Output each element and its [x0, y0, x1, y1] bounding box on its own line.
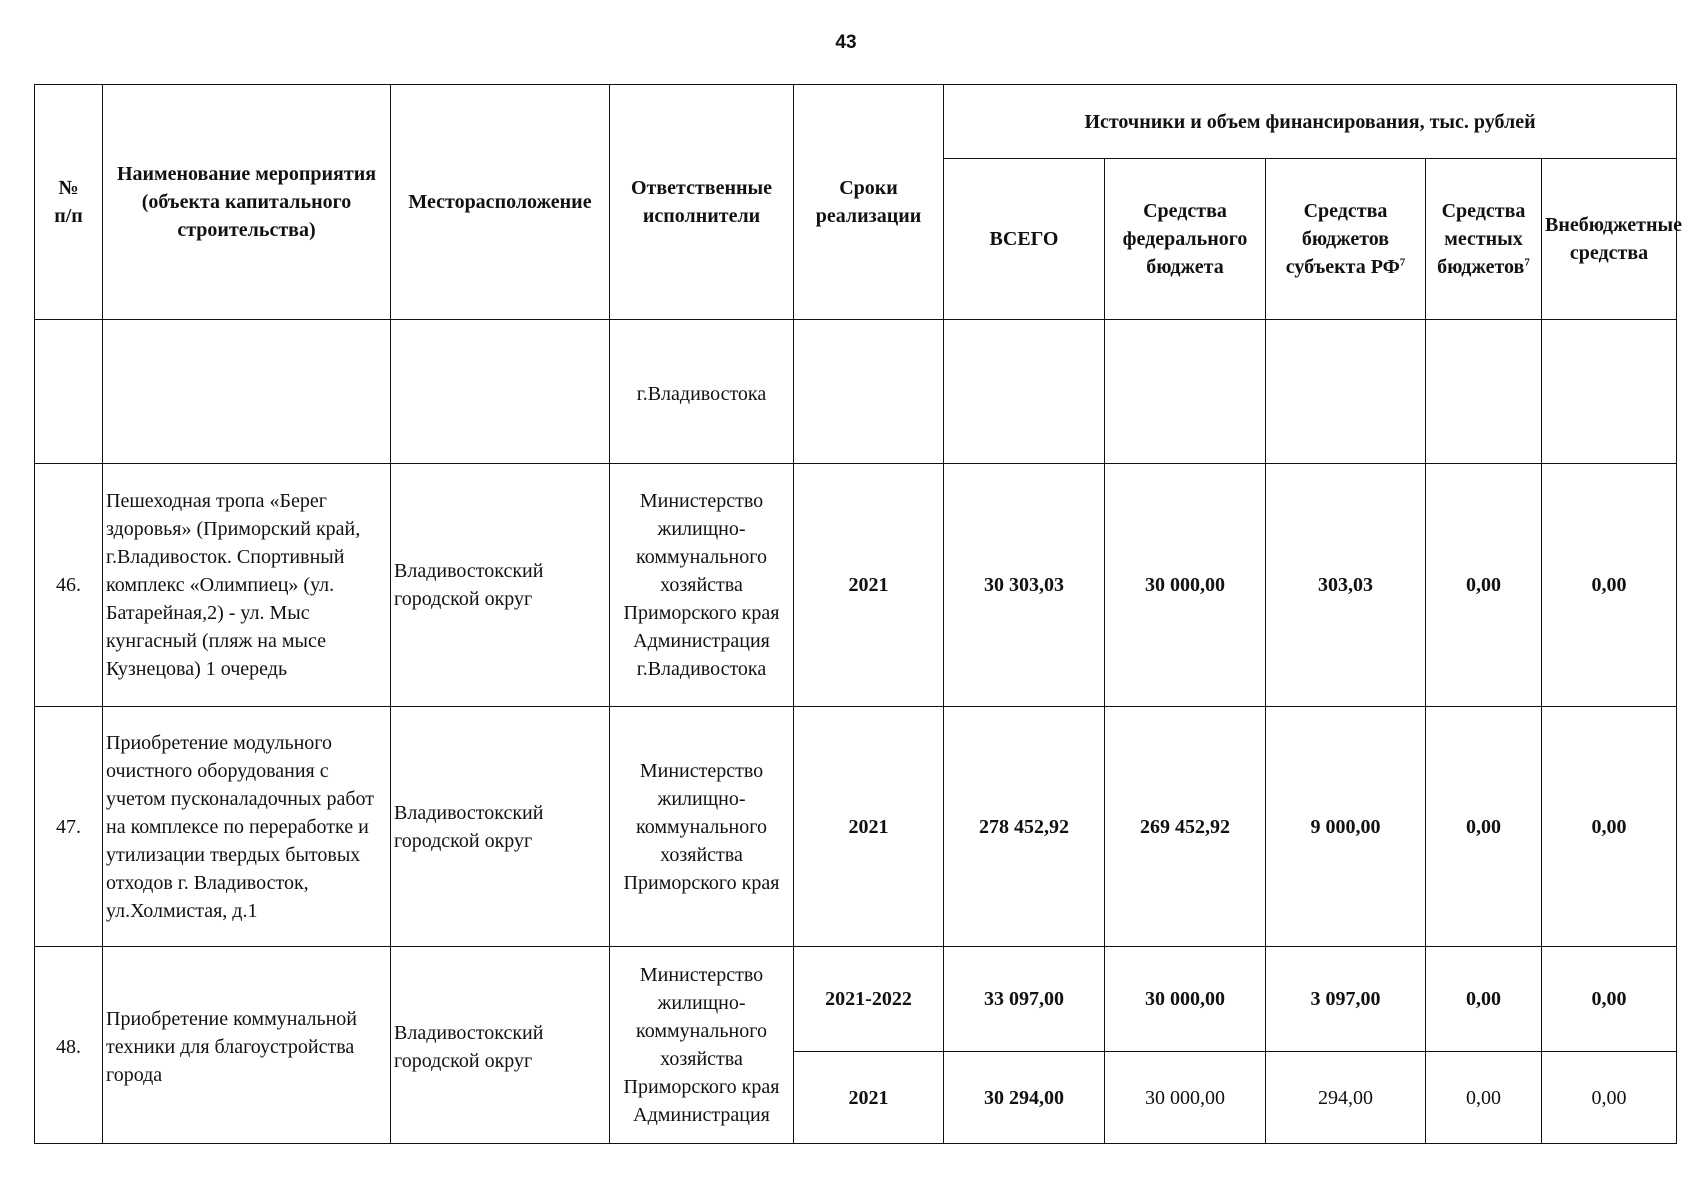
- row-subject: 3 097,00: [1266, 947, 1426, 1052]
- row-term: 2021-2022: [794, 947, 944, 1052]
- cont-federal: [1105, 320, 1266, 464]
- cont-name: [103, 320, 391, 464]
- row-location: Владивостокский городской округ: [391, 947, 610, 1144]
- header-num: № п/п: [35, 85, 103, 320]
- subrow-total: 30 294,00: [944, 1052, 1105, 1144]
- header-total: ВСЕГО: [944, 159, 1105, 320]
- footnote-mark: 7: [1399, 256, 1406, 269]
- row-subject: 303,03: [1266, 464, 1426, 707]
- row-local: 0,00: [1426, 464, 1542, 707]
- table-row: [35, 947, 1677, 1052]
- row-name: Приобретение модульного очистного оборудования с учетом пусконаладочных работ на комплексе по переработке и утилизации твердых бытовых отходов г. Владивосток, ул.Холмистая, д.1: [103, 707, 391, 947]
- row-local: 0,00: [1426, 707, 1542, 947]
- row-executors: Министерство жилищно-коммунального хозяйства Приморского края Администрация г.Владивостока: [610, 464, 794, 707]
- row-local: 0,00: [1426, 947, 1542, 1052]
- row-executors: Министерство жилищно-коммунального хозяйства Приморского края Администрация: [610, 947, 794, 1144]
- row-total: 30 303,03: [944, 464, 1105, 707]
- header-row-1: [35, 85, 1677, 159]
- row-total: 33 097,00: [944, 947, 1105, 1052]
- row-extra: 0,00: [1542, 464, 1677, 707]
- cont-executors: г.Владивостока: [610, 320, 794, 464]
- header-name: Наименование мероприятия (объекта капитального строительства): [103, 85, 391, 320]
- subrow-federal: 30 000,00: [1105, 1052, 1266, 1144]
- page-number: 43: [835, 32, 857, 53]
- cont-num: [35, 320, 103, 464]
- header-subject-text: Средства бюджетов субъекта РФ: [1285, 200, 1400, 278]
- row-term: 2021: [794, 707, 944, 947]
- row-federal: 269 452,92: [1105, 707, 1266, 947]
- row-extra: 0,00: [1542, 707, 1677, 947]
- subrow-term: 2021: [794, 1052, 944, 1144]
- continuation-row: [35, 320, 1677, 464]
- header-location: Месторасположение: [391, 85, 610, 320]
- header-local-text: Средства местных бюджетов: [1437, 200, 1526, 278]
- cont-subject: [1266, 320, 1426, 464]
- cont-location: [391, 320, 610, 464]
- subrow-subject: 294,00: [1266, 1052, 1426, 1144]
- cont-term: [794, 320, 944, 464]
- row-subject: 9 000,00: [1266, 707, 1426, 947]
- row-name: Пешеходная тропа «Берег здоровья» (Приморский край, г.Владивосток. Спортивный комплекс «Олимпиец» (ул. Батарейная,2) - ул. Мыс кунгасный (пляж на мысе Кузнецова) 1 очередь: [103, 464, 391, 707]
- row-location: Владивостокский городской округ: [391, 464, 610, 707]
- row-num: 47.: [35, 707, 103, 947]
- header-executors: Ответственные исполнители: [610, 85, 794, 320]
- row-location: Владивостокский городской округ: [391, 707, 610, 947]
- header-subject: [1266, 159, 1426, 320]
- cont-local: [1426, 320, 1542, 464]
- header-sources: Источники и объем финансирования, тыс. рублей: [944, 85, 1677, 159]
- row-num: 48.: [35, 947, 103, 1144]
- financing-table: [34, 84, 1682, 1144]
- header-local: [1426, 159, 1542, 320]
- row-federal: 30 000,00: [1105, 947, 1266, 1052]
- row-total: 278 452,92: [944, 707, 1105, 947]
- row-name: Приобретение коммунальной техники для благоустройства города: [103, 947, 391, 1144]
- table-row: [35, 464, 1677, 707]
- header-terms: Сроки реализации: [794, 85, 944, 320]
- subrow-local: 0,00: [1426, 1052, 1542, 1144]
- row-term: 2021: [794, 464, 944, 707]
- cont-extra: [1542, 320, 1677, 464]
- footnote-mark: 7: [1524, 256, 1530, 269]
- row-extra: 0,00: [1542, 947, 1677, 1052]
- header-federal: Средства федерального бюджета: [1105, 159, 1266, 320]
- row-executors: Министерство жилищно-коммунального хозяйства Приморского края: [610, 707, 794, 947]
- cont-total: [944, 320, 1105, 464]
- row-federal: 30 000,00: [1105, 464, 1266, 707]
- row-num: 46.: [35, 464, 103, 707]
- table-row: [35, 707, 1677, 947]
- subrow-extra: 0,00: [1542, 1052, 1677, 1144]
- header-extra: Внебюджетные средства: [1542, 159, 1677, 320]
